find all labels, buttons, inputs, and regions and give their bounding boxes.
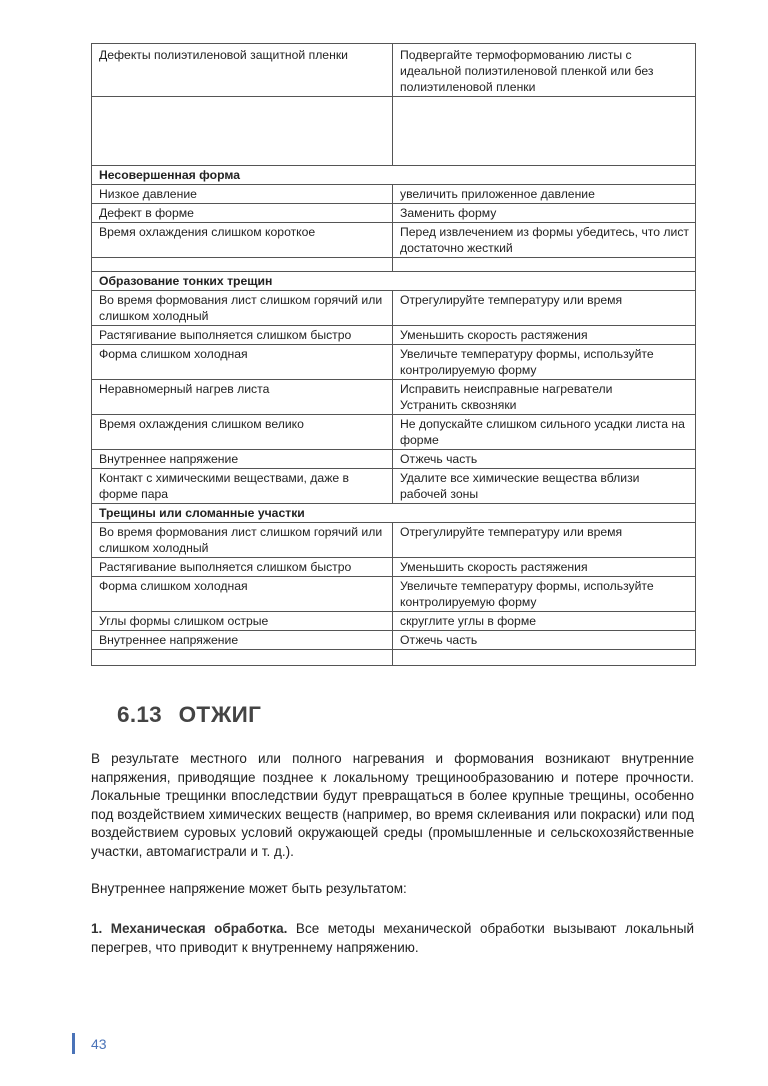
defect-cell: Низкое давление [92, 185, 393, 204]
table-row [92, 380, 696, 415]
page-number: 43 [91, 1036, 107, 1052]
table-row [92, 204, 696, 223]
empty-row [92, 650, 696, 666]
defect-cell: Во время формования лист слишком горячий или слишком холодный [92, 523, 393, 558]
empty-cell [393, 258, 696, 272]
defect-cell: Углы формы слишком острые [92, 612, 393, 631]
remedy-cell: Заменить форму [393, 204, 696, 223]
remedy-cell: Отжечь часть [393, 450, 696, 469]
table-row [92, 415, 696, 450]
section-header-cell: Трещины или сломанные участки [92, 504, 696, 523]
remedy-cell: Отрегулируйте температуру или время [393, 523, 696, 558]
paragraph-causes-intro: Внутреннее напряжение может быть результатом: [91, 881, 407, 896]
table-row [92, 291, 696, 326]
defect-cell: Во время формования лист слишком горячий или слишком холодный [92, 291, 393, 326]
section-title: ОТЖИГ [178, 702, 262, 727]
paragraph-mechanical-processing [91, 920, 694, 957]
table-row [92, 612, 696, 631]
defect-cell: Растягивание выполняется слишком быстро [92, 558, 393, 577]
paragraph-lead: 1. Механическая обработка. [91, 921, 288, 936]
section-row [92, 504, 696, 523]
defect-cell: Контакт с химическими веществами, даже в форме пара [92, 469, 393, 504]
remedy-cell: Уменьшить скорость растяжения [393, 558, 696, 577]
defect-cell: Неравномерный нагрев листа [92, 380, 393, 415]
remedy-cell: Уменьшить скорость растяжения [393, 326, 696, 345]
remedy-cell: Отрегулируйте температуру или время [393, 291, 696, 326]
table-row [92, 469, 696, 504]
paragraph-internal-stress: В результате местного или полного нагревания и формования возникают внутренние напряжения, приводящие позднее к локальному трещинообразованию и потере прочности. Локальные трещинки впоследствии будут превращаться в более крупные трещины, особенно под воздействием химических веществ (например, во время склеивания или покраски) или под воздействием суровых условий окружающей среды (промышленные и сельскохозяйственные участки, автомагистрали и т. д.). [91, 751, 694, 859]
section-header-cell: Образование тонких трещин [92, 272, 696, 291]
defects-table [91, 43, 696, 666]
table-row [92, 223, 696, 258]
defect-cell: Растягивание выполняется слишком быстро [92, 326, 393, 345]
defect-cell: Форма слишком холодная [92, 577, 393, 612]
remedy-cell: увеличить приложенное давление [393, 185, 696, 204]
section-heading [117, 702, 261, 728]
defect-cell: Форма слишком холодная [92, 345, 393, 380]
table-row [92, 185, 696, 204]
defect-cell: Внутреннее напряжение [92, 631, 393, 650]
empty-cell [92, 650, 393, 666]
section-row [92, 272, 696, 291]
remedy-cell: скруглите углы в форме [393, 612, 696, 631]
empty-cell [393, 650, 696, 666]
table-row [92, 577, 696, 612]
section-number: 6.13 [117, 702, 162, 727]
empty-cell [92, 97, 393, 166]
defect-cell: Дефекты полиэтиленовой защитной пленки [92, 44, 393, 97]
table-row [92, 450, 696, 469]
remedy-cell: Перед извлечением из формы убедитесь, что лист достаточно жесткий [393, 223, 696, 258]
table-row [92, 631, 696, 650]
paragraph-body: Все методы механической обработки вызывают локальный перегрев, что приводит к внутреннему напряжению. [91, 921, 695, 955]
table-row [92, 558, 696, 577]
remedy-cell: Увеличьте температуру формы, используйте контролируемую форму [393, 345, 696, 380]
remedy-cell: Подвергайте термоформованию листы с идеальной полиэтиленовой пленкой или без полиэтиленовой пленки [393, 44, 696, 97]
remedy-cell: Удалите все химические вещества вблизи рабочей зоны [393, 469, 696, 504]
remedy-cell: Не допускайте слишком сильного усадки листа на форме [393, 415, 696, 450]
table-row [92, 523, 696, 558]
defect-cell: Время охлаждения слишком короткое [92, 223, 393, 258]
empty-row [92, 258, 696, 272]
remedy-cell: Исправить неисправные нагреватели Устранить сквозняки [393, 380, 696, 415]
defect-cell: Внутреннее напряжение [92, 450, 393, 469]
table-row [92, 44, 696, 97]
empty-cell [393, 97, 696, 166]
defect-cell: Время охлаждения слишком велико [92, 415, 393, 450]
page-number-bar [72, 1033, 75, 1054]
table-row [92, 326, 696, 345]
defects-table-body [92, 44, 696, 666]
section-row [92, 166, 696, 185]
remedy-cell: Отжечь часть [393, 631, 696, 650]
defect-cell: Дефект в форме [92, 204, 393, 223]
empty-row [92, 97, 696, 166]
empty-cell [92, 258, 393, 272]
remedy-cell: Увеличьте температуру формы, используйте контролируемую форму [393, 577, 696, 612]
table-row [92, 345, 696, 380]
section-header-cell: Несовершенная форма [92, 166, 696, 185]
